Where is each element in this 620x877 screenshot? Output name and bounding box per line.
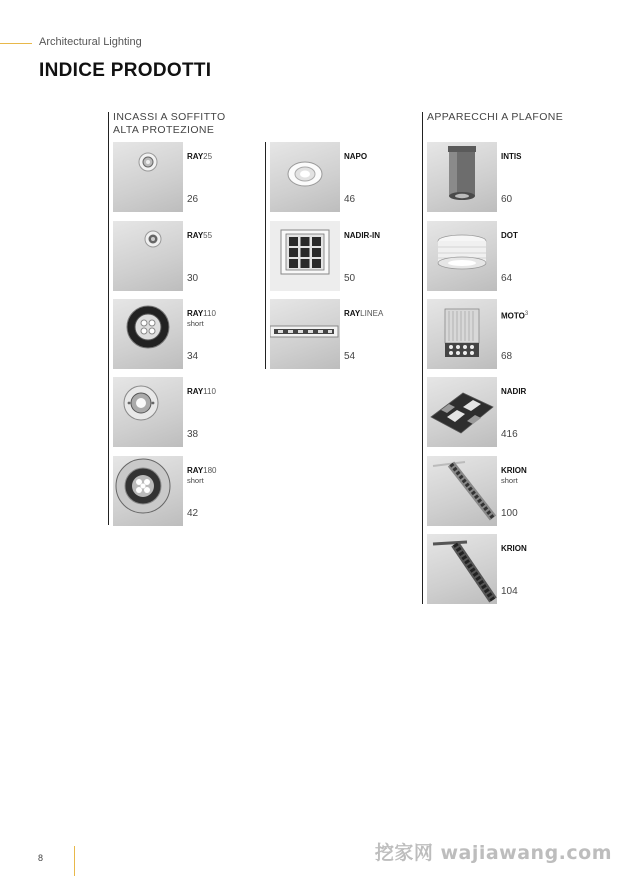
product-page-number: 68 <box>501 351 513 362</box>
track-linear-icon <box>427 534 497 604</box>
product-name: RAY180 short <box>187 466 217 485</box>
product-dot[interactable] <box>427 221 577 293</box>
column-heading-line: INCASSI A SOFFITTO <box>113 111 226 123</box>
page-number: 8 <box>38 853 44 863</box>
product-name: MOTO$^3$ <box>501 311 529 321</box>
product-name: RAY55 <box>187 231 213 240</box>
box-high-bay-icon <box>427 299 497 369</box>
product-page-number: 64 <box>501 273 513 284</box>
product-ray25[interactable] <box>113 142 263 214</box>
product-krion[interactable] <box>427 534 577 606</box>
product-name: DOT <box>501 231 518 240</box>
product-thumbnail <box>270 221 340 291</box>
product-page-number: 34 <box>187 351 199 362</box>
product-moto3[interactable] <box>427 299 577 371</box>
product-name: NADIR-IN <box>344 231 380 240</box>
round-downlight-icon <box>270 142 340 212</box>
footer-accent-line <box>74 846 75 876</box>
product-page-number: 30 <box>187 273 199 284</box>
product-intis[interactable] <box>427 142 577 214</box>
product-thumbnail <box>427 142 497 212</box>
product-thumbnail <box>427 534 497 604</box>
column-rule-1 <box>108 112 109 525</box>
product-name: KRION short <box>501 466 527 485</box>
product-page-number: 104 <box>501 586 518 597</box>
page-title: INDICE PRODOTTI <box>39 60 212 81</box>
product-name: NADIR <box>501 387 527 396</box>
product-page-number: 60 <box>501 194 513 205</box>
product-nadir[interactable] <box>427 377 577 449</box>
product-krion-short[interactable] <box>427 456 577 528</box>
modular-panel-icon <box>427 377 497 447</box>
column-rule-2 <box>265 142 266 369</box>
product-thumbnail <box>427 377 497 447</box>
product-thumbnail <box>113 142 183 212</box>
product-page-number: 38 <box>187 429 199 440</box>
product-ray180-short[interactable] <box>113 456 263 528</box>
product-thumbnail <box>427 299 497 369</box>
product-name: RAY110 short <box>187 309 216 328</box>
column-heading-plafone <box>427 111 563 124</box>
product-nadir-in[interactable] <box>270 221 420 293</box>
product-thumbnail <box>113 299 183 369</box>
product-ray110[interactable] <box>113 377 263 449</box>
product-name: INTIS <box>501 152 522 161</box>
product-page-number: 26 <box>187 194 199 205</box>
recessed-spot-chrome-icon <box>113 377 183 447</box>
section-label: Architectural Lighting <box>39 36 142 48</box>
product-page-number: 416 <box>501 429 518 440</box>
large-recessed-multi-led-icon <box>113 456 183 526</box>
column-heading-incassi <box>113 111 226 137</box>
square-led-grid-icon <box>270 221 340 291</box>
product-ray110-short[interactable] <box>113 299 263 371</box>
small-recessed-spot-icon <box>113 142 183 212</box>
product-name: RAY110 <box>187 387 216 396</box>
product-page-number: 50 <box>344 273 356 284</box>
watermark: 挖家网 wajiawang.com <box>374 842 612 864</box>
small-recessed-spot-icon <box>113 221 183 291</box>
product-thumbnail <box>113 221 183 291</box>
cylinder-ceiling-icon <box>427 142 497 212</box>
product-page-number: 42 <box>187 508 199 519</box>
product-thumbnail <box>270 299 340 369</box>
product-thumbnail <box>427 456 497 526</box>
product-page-number: 46 <box>344 194 356 205</box>
product-ray55[interactable] <box>113 221 263 293</box>
column-rule-3 <box>422 112 423 604</box>
multi-led-recessed-icon <box>113 299 183 369</box>
product-page-number: 100 <box>501 508 518 519</box>
product-name: RAY25 <box>187 152 213 161</box>
product-name: RAYLINEA <box>344 309 384 318</box>
product-page-number: 54 <box>344 351 356 362</box>
linear-recessed-icon <box>270 299 340 369</box>
product-thumbnail <box>113 456 183 526</box>
disc-ceiling-icon <box>427 221 497 291</box>
track-linear-icon <box>427 456 497 526</box>
header-accent-line <box>0 43 32 44</box>
product-name: KRION <box>501 544 527 553</box>
product-raylinea[interactable] <box>270 299 420 371</box>
column-heading-line: ALTA PROTEZIONE <box>113 124 215 136</box>
product-thumbnail <box>113 377 183 447</box>
product-thumbnail <box>427 221 497 291</box>
product-thumbnail <box>270 142 340 212</box>
product-name: NAPO <box>344 152 368 161</box>
column-heading-line: APPARECCHI A PLAFONE <box>427 111 564 123</box>
product-napo[interactable] <box>270 142 420 214</box>
